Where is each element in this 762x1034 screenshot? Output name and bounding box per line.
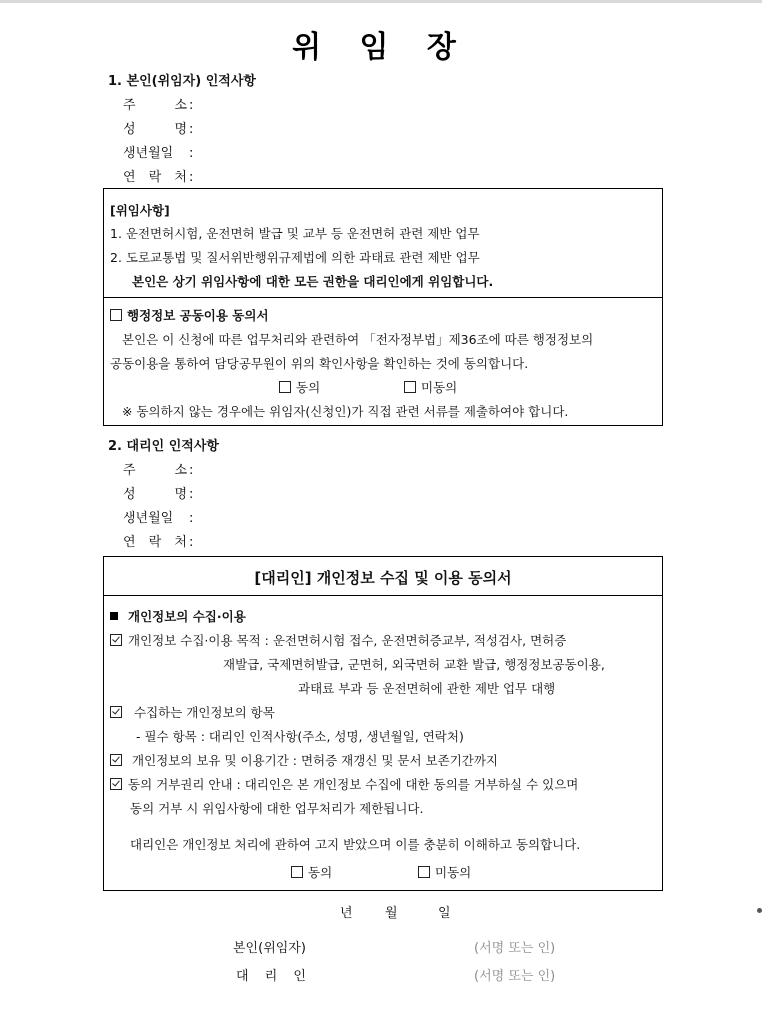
principal-name-label: 성 명 [123,122,187,137]
divider [104,297,662,298]
admin-info-disagree-option[interactable] [404,378,457,396]
privacy-purpose-2: 재발급, 국제면허발급, 군면허, 외국면허 교환 발급, 행정정보공동이용, [223,657,605,672]
signature-agent-placeholder[interactable]: (서명 또는 인) [474,969,556,984]
principal-heading: 1. 본인(위임자) 인적사항 [108,74,256,89]
checked-box-icon [110,634,122,646]
admin-info-agree-label: 동의 [296,380,321,395]
top-border [0,0,762,3]
agent-address-label: 주 소 [123,463,187,478]
privacy-retention: 개인정보의 보유 및 이용기간 : 면허증 재갱신 및 문서 보존기간까지 [132,753,498,768]
delegation-box [103,188,663,426]
colon: : [189,535,194,550]
privacy-disagree-option[interactable] [418,863,471,881]
principal-address-label: 주 소 [123,98,187,113]
privacy-purpose-row [110,631,566,649]
checkbox-icon[interactable] [404,381,416,393]
date-month-label: 월 [385,906,398,921]
privacy-refusal-1: 동의 거부권리 안내 : 대리인은 본 개인정보 수집에 대한 동의를 거부하실 수 있으며 [128,777,579,792]
signature-principal-placeholder[interactable]: (서명 또는 인) [474,941,556,956]
checked-box-icon [110,706,122,718]
privacy-subheading-row [110,607,246,625]
colon: : [189,511,194,526]
date-year-label: 년 [340,906,353,921]
colon: : [189,98,194,113]
checkbox-icon[interactable] [279,381,291,393]
principal-birthdate-row[interactable] [123,142,193,161]
colon: : [189,122,194,137]
privacy-agree-option[interactable] [291,863,332,881]
admin-info-agree-option[interactable] [279,378,320,396]
signature-agent-role: 대 리 인 [236,969,312,984]
agent-address-row[interactable] [123,459,193,478]
agent-birthdate-label: 생년월일 [123,511,174,526]
privacy-purpose-3: 과태료 부과 등 운전면허에 관한 제반 업무 대행 [298,681,556,696]
delegation-heading: [위임사항] [110,203,170,218]
colon: : [189,463,194,478]
principal-contact-row[interactable] [123,166,193,185]
checkbox-icon[interactable] [418,866,430,878]
agent-contact-label: 연 락 처 [123,535,187,550]
checked-box-icon [110,778,122,790]
admin-info-body-1: 본인은 이 신청에 따른 업무처리와 관련하여 「전자정부법」제36조에 따른 행정정보의 [122,332,594,347]
privacy-items-detail: - 필수 항목 : 대리인 인적사항(주소, 성명, 생년월일, 연락처) [136,729,464,744]
privacy-statement: 대리인은 개인정보 처리에 관하여 고지 받았으며 이를 충분히 이해하고 동의합니다. [130,837,581,852]
date-day-label: 일 [438,906,451,921]
checkbox-icon [110,309,122,321]
document-title: 위 임 장 [292,30,470,65]
colon: : [189,170,194,185]
principal-name-row[interactable] [123,118,193,137]
admin-info-disagree-label: 미동의 [421,380,458,395]
agent-name-label: 성 명 [123,487,187,502]
delegation-item-1: 1. 운전면허시험, 운전면허 발급 및 교부 등 운전면허 관련 제반 업무 [110,226,480,241]
admin-info-heading: 행정정보 공동이용 동의서 [127,308,269,323]
principal-contact-label: 연 락 처 [123,170,187,185]
colon: : [189,487,194,502]
checkbox-icon[interactable] [291,866,303,878]
agent-heading: 2. 대리인 인적사항 [108,439,219,454]
checked-box-icon [110,754,122,766]
divider [104,595,662,596]
privacy-items-row [110,703,275,721]
delegation-statement: 본인은 상기 위임사항에 대한 모든 권한을 대리인에게 위임합니다. [132,274,494,289]
delegation-item-2: 2. 도로교통법 및 질서위반행위규제법에 의한 과태료 관련 제반 업무 [110,250,480,265]
principal-birthdate-label: 생년월일 [123,146,174,161]
privacy-agree-label: 동의 [308,865,333,880]
privacy-disagree-label: 미동의 [435,865,472,880]
privacy-refusal-2: 동의 거부 시 위임사항에 대한 업무처리가 제한됩니다. [130,801,424,816]
privacy-subheading: 개인정보의 수집·이용 [128,609,246,624]
bullet-square-icon [110,612,118,620]
privacy-title: [대리인] 개인정보 수집 및 이용 동의서 [254,569,512,587]
admin-info-body-2: 공동이용을 통하여 담당공무원이 위의 확인사항을 확인하는 것에 동의합니다. [110,356,529,371]
privacy-items-heading: 수집하는 개인정보의 항목 [134,705,275,720]
privacy-purpose-1: 개인정보 수집·이용 목적 : 운전면허시험 접수, 운전면허증교부, 적성검사, 면허증 [128,633,567,648]
agent-contact-row[interactable] [123,531,193,550]
colon: : [189,146,194,161]
signature-principal-role: 본인(위임자) [233,941,306,956]
privacy-retention-row [110,751,498,769]
privacy-consent-box [103,556,663,891]
page-mark [757,908,762,913]
privacy-refusal-row [110,775,578,793]
agent-name-row[interactable] [123,483,193,502]
admin-info-note: ※ 동의하지 않는 경우에는 위임자(신청인)가 직접 관련 서류를 제출하여야 합니다. [122,404,569,419]
admin-info-heading-row [110,306,269,324]
agent-birthdate-row[interactable] [123,507,193,526]
principal-address-row[interactable] [123,94,193,113]
